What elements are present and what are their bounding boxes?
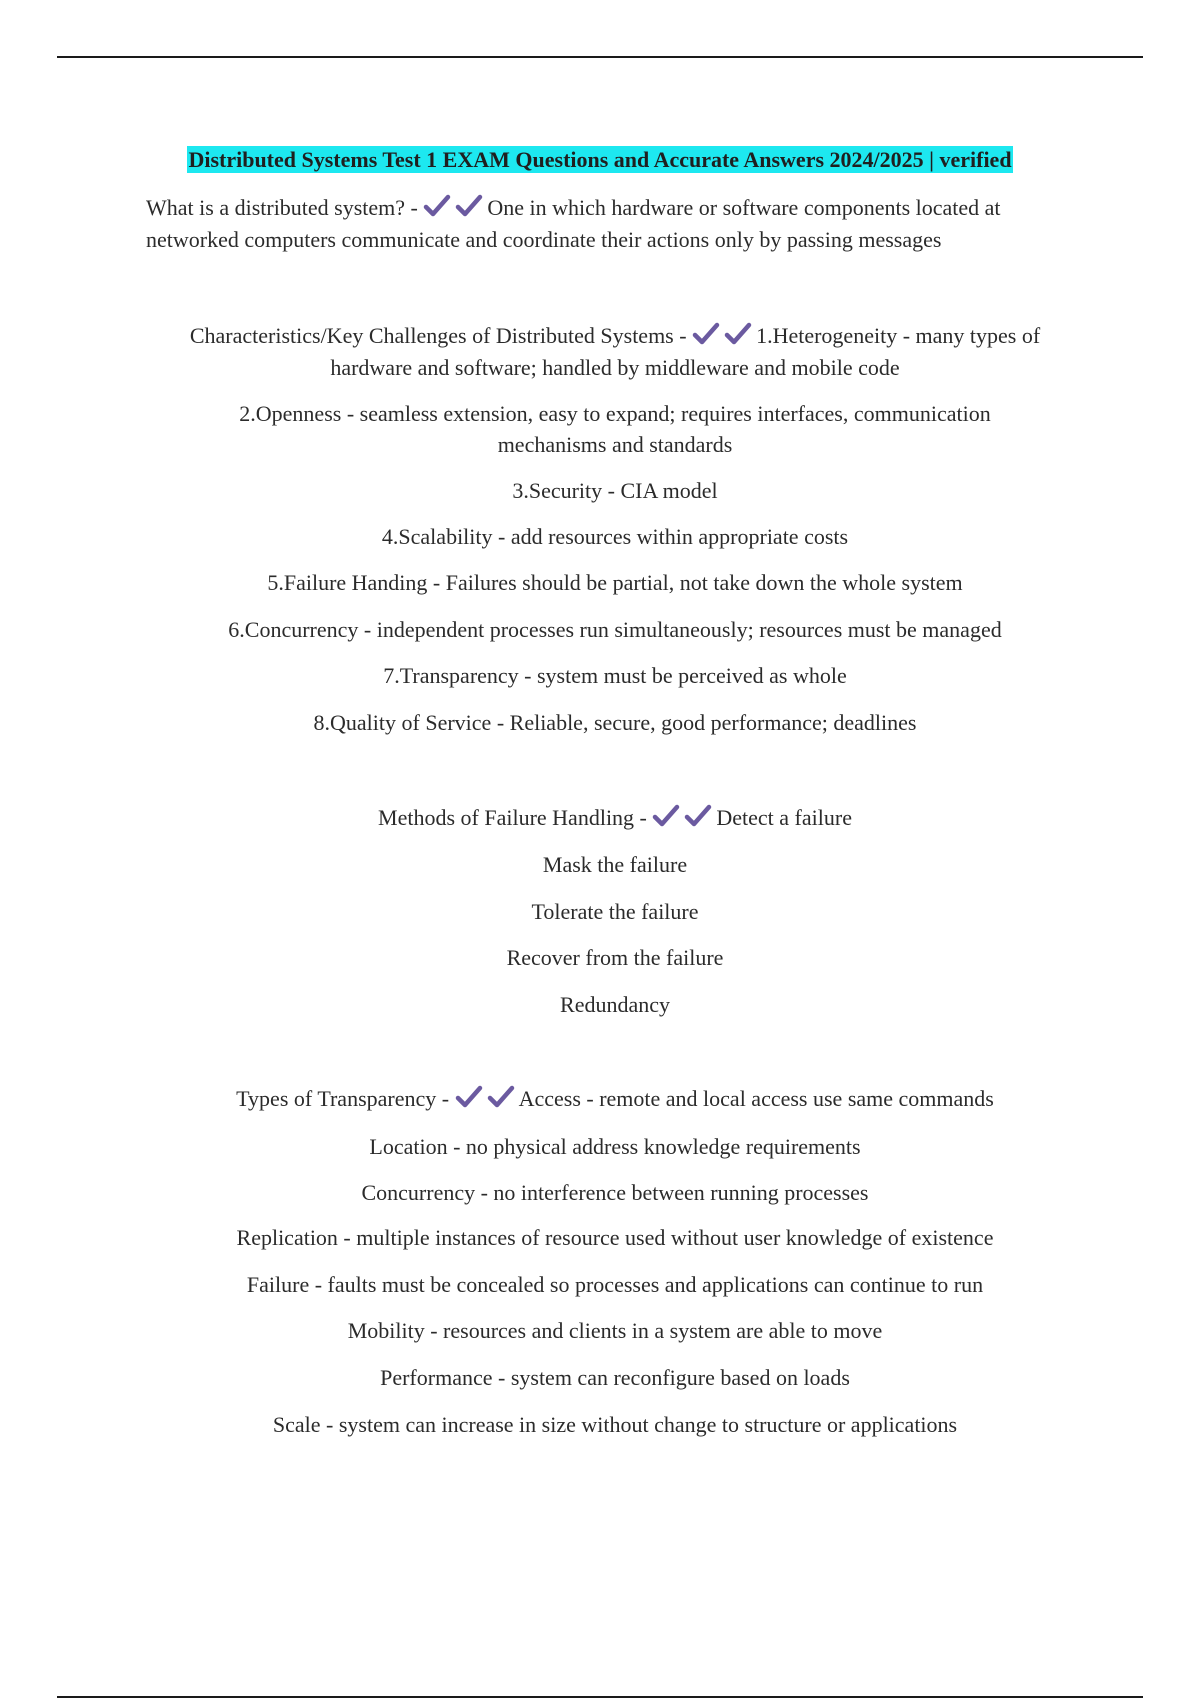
check-icon xyxy=(455,194,483,218)
q1-question: What is a distributed system? - xyxy=(146,195,424,220)
double-check-icon xyxy=(692,320,756,352)
check-icon xyxy=(487,1085,515,1109)
check-icon xyxy=(692,322,720,346)
q2-item: 7.Transparency - system must be perceived as whole xyxy=(383,663,847,688)
q1-line2 xyxy=(146,224,1106,256)
q2-item: 2.Openness - seamless extension, easy to expand; requires interfaces, communication xyxy=(239,401,991,426)
q1-answer-line1: One in which hardware or software components located at xyxy=(487,195,1001,220)
check-icon xyxy=(652,804,680,828)
double-check-icon xyxy=(423,192,487,224)
q4-item: Concurrency - no interference between running processes xyxy=(361,1180,869,1205)
check-icon xyxy=(423,194,451,218)
document-title xyxy=(0,145,1200,175)
check-icon xyxy=(724,322,752,346)
check-icon xyxy=(684,804,712,828)
q3-first: Detect a failure xyxy=(716,805,852,830)
q4-first: Access - remote and local access use same commands xyxy=(518,1086,994,1111)
top-rule xyxy=(57,56,1143,58)
q2-item: 6.Concurrency - independent processes run simultaneously; resources must be managed xyxy=(228,617,1002,642)
q4-item: Scale - system can increase in size without change to structure or applications xyxy=(272,1412,958,1437)
q4-question: Types of Transparency - xyxy=(236,1086,455,1111)
q2-item: 8.Quality of Service - Reliable, secure, good performance; deadlines xyxy=(313,710,917,735)
q2-first-line1: 1.Heterogeneity - many types of xyxy=(756,323,1041,348)
q4-item: Location - no physical address knowledge requirements xyxy=(369,1134,861,1159)
q4-item: Replication - multiple instances of resource used without user knowledge of existence xyxy=(236,1225,994,1250)
q3-item: Recover from the failure xyxy=(506,945,724,970)
q4-item: Performance - system can reconfigure based on loads xyxy=(380,1365,850,1390)
q2-item: 5.Failure Handing - Failures should be partial, not take down the whole system xyxy=(267,570,963,595)
q2-item: 3.Security - CIA model xyxy=(512,478,718,503)
q2-line1 xyxy=(0,320,1200,352)
q4-item: Failure - faults must be concealed so processes and applications can continue to run xyxy=(246,1272,984,1297)
q2-item: 4.Scalability - add resources within appropriate costs xyxy=(381,524,849,549)
document-title-text: Distributed Systems Test 1 EXAM Questions and Accurate Answers 2024/2025 | verified xyxy=(188,147,1012,172)
q3-item: Redundancy xyxy=(560,992,670,1017)
double-check-icon xyxy=(652,802,716,834)
q2-line2 xyxy=(0,352,1200,384)
q3-line1 xyxy=(0,802,1200,834)
bottom-rule xyxy=(57,1696,1143,1698)
q1-line1 xyxy=(146,192,1106,224)
q2-first-line2: hardware and software; handled by middleware and mobile code xyxy=(330,355,900,380)
q1-answer-line2: networked computers communicate and coordinate their actions only by passing messages xyxy=(146,227,942,252)
q3-item: Mask the failure xyxy=(542,852,688,877)
q2-item: mechanisms and standards xyxy=(497,432,733,457)
q4-item: Mobility - resources and clients in a system are able to move xyxy=(347,1318,883,1343)
q3-item: Tolerate the failure xyxy=(531,899,699,924)
q3-question: Methods of Failure Handling - xyxy=(378,805,653,830)
double-check-icon xyxy=(455,1083,519,1115)
q2-question: Characteristics/Key Challenges of Distributed Systems - xyxy=(189,323,693,348)
q4-line1 xyxy=(0,1083,1200,1115)
check-icon xyxy=(455,1085,483,1109)
